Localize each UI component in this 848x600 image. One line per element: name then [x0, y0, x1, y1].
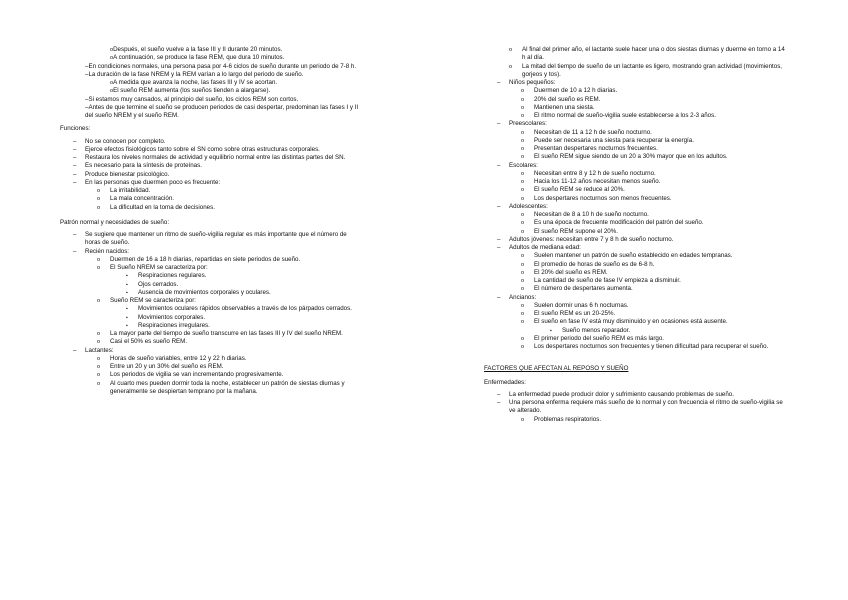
list-item [509, 285, 788, 293]
bullet-marker: o [521, 187, 525, 194]
item-text: Al final del primer año, el lactante suele hacer una o dos siestas diurnas y duerme en torno a 14 h al día. [522, 46, 785, 62]
item-text: Ausencia de movimientos corporales y oculares. [138, 288, 271, 296]
list-item [85, 256, 363, 264]
list-item [60, 79, 363, 87]
item-text: Respiraciones regulares. [138, 272, 207, 280]
item-text: La dificultad en la toma de decisiones. [110, 203, 215, 211]
item-text: Movimientos corporales. [138, 313, 206, 321]
item-text: Ejerce efectos fisiológicos tanto sobre el SN como sobre otras estructuras corporales. [85, 145, 320, 153]
item-text: Mantienen una siesta. [534, 103, 595, 111]
list-item [509, 129, 788, 137]
bullet-marker: o [521, 319, 525, 326]
bullet-marker: o [521, 220, 525, 227]
bullet-marker: o [110, 47, 114, 53]
age-group [484, 203, 788, 236]
bullet-marker: – [85, 103, 89, 111]
list-item [509, 261, 788, 269]
bullet-marker: o [521, 344, 525, 350]
item-text: Casi el 50% es sueño REM. [110, 338, 188, 346]
bullet-marker: – [497, 202, 501, 210]
list-item [85, 330, 363, 338]
list-item [60, 87, 363, 95]
item-text: 20% del sueño es REM. [534, 95, 601, 103]
item-text: No se conocen por completo. [85, 137, 166, 145]
list-item [484, 391, 788, 399]
list-item [85, 264, 363, 297]
list-item [85, 371, 363, 379]
age-group [484, 120, 788, 161]
bullet-marker: – [73, 162, 77, 170]
bullet-marker: o [110, 55, 114, 62]
age-groups-list [484, 79, 788, 351]
list-item [509, 178, 788, 186]
item-text: Duermen de 16 a 18 h diarias, repartidas en siete periodos de sueño. [110, 255, 301, 263]
bullet-marker: o [97, 204, 101, 211]
item-text: La mala concentración. [110, 195, 174, 203]
age-group [484, 294, 788, 352]
bullet-marker: o [521, 129, 525, 136]
bullet-marker: o [110, 80, 114, 86]
item-text: Sueño REM se caracteriza por: [110, 297, 196, 304]
list-item [60, 179, 363, 212]
patron-title: Patrón normal y necesidades de sueño: [60, 218, 170, 226]
bullet-marker: – [497, 244, 501, 251]
bullet-marker: o [521, 335, 525, 342]
list-item [509, 318, 788, 335]
item-text: Presentan despertares nocturnos frecuentes. [534, 145, 658, 152]
bullet-marker: o [521, 261, 525, 268]
item-text: Respiraciones irregulares. [138, 321, 210, 329]
item-text: Necesitan de 11 a 12 h de sueño nocturno. [534, 128, 652, 136]
bullet-marker: o [521, 286, 525, 293]
item-text: Movimientos oculares rápidos observables a través de los párpados cerrados. [138, 305, 352, 313]
list-item [110, 314, 363, 322]
patron-list [60, 231, 363, 396]
list-item [60, 96, 363, 104]
list-item: – Se sugiere que mantener un ritmo de sueño-vigilia regular es más importante que el número de horas de sueño. [73, 231, 347, 247]
funciones-title: Funciones: [60, 125, 91, 133]
list-item [509, 186, 788, 194]
item-text: Puede ser necesaria una siesta para recuperar la energía. [534, 136, 694, 144]
item-text: El número de despertares aumenta. [534, 285, 633, 293]
bullet-marker: ▪ [126, 289, 128, 296]
item-text: Necesitan entre 8 y 12 h de sueño nocturno. [534, 169, 656, 177]
list-item [60, 46, 363, 54]
bullet-marker: – [497, 120, 501, 128]
item-text: Ancianos: [509, 293, 537, 301]
bullet-marker: o [521, 253, 525, 260]
list-item [85, 195, 363, 203]
item-text: Produce bienestar psicológico. [85, 170, 170, 178]
bullet-marker: o [521, 170, 525, 177]
bullet-marker: o [97, 196, 101, 203]
item-text: Adultos jóvenes: necesitan entre 7 y 8 h de sueño nocturno. [509, 235, 674, 243]
list-item [110, 289, 363, 297]
bullet-marker: – [85, 95, 89, 103]
item-text: Los periodos de vigilia se van incrementando progresivamente. [110, 371, 284, 379]
list-item [509, 96, 788, 104]
list-item [509, 195, 788, 203]
bullet-marker: – [497, 161, 501, 169]
age-group [484, 236, 788, 244]
list-item [60, 54, 363, 62]
bullet-marker: o [97, 380, 101, 387]
bullet-marker: – [497, 399, 501, 406]
list-item [509, 302, 788, 310]
item-text: La duración de la fase NREM y la REM varían a lo largo del periodo de sueño. [88, 70, 304, 78]
item-text: El sueño en fase IV está muy disminuido y en ocasiones está ausente. [534, 318, 728, 326]
list-item [85, 204, 363, 212]
item-text: Suelen mantener un patrón de sueño establecido en edades tempranas. [534, 252, 733, 260]
item-text: Si estamos muy cansados, al principio del sueño, los ciclos REM son cortos. [88, 95, 299, 103]
item-text: La irritabilidad. [110, 187, 151, 194]
left-column [60, 46, 363, 396]
item-text: Necesitan de 8 a 10 h de sueño nocturno. [534, 211, 649, 218]
item-text: Suelen dormir unas 6 h nocturnas. [534, 301, 629, 309]
enfermedades-list [484, 391, 788, 424]
bullet-marker: ▪ [126, 281, 128, 288]
bullet-marker: – [85, 62, 89, 70]
bullet-marker: o [509, 63, 513, 70]
list-item [509, 416, 788, 424]
list-item [60, 162, 363, 170]
item-text: El promedio de horas de sueño es de 6-8 h. [534, 260, 655, 268]
item-text: Es una época de frecuente modificación del patrón del sueño. [534, 219, 704, 227]
lactantes-continued-list [484, 46, 788, 79]
list-item [60, 154, 363, 162]
list-item [85, 355, 363, 363]
item-text: En condiciones normales, una persona pasa por 4-6 ciclos de sueño durante un periodo de 7-8 h. [88, 62, 357, 70]
item-text: Hacia los 11-12 años necesitan menos sueño. [534, 178, 661, 185]
item-text: Sueño menos reparador. [562, 326, 631, 334]
list-item [509, 170, 788, 178]
bullet-marker: o [97, 188, 101, 194]
list-item [85, 297, 363, 330]
item-text: En las personas que duermen poco es frecuente: [85, 178, 221, 186]
list-item [60, 138, 363, 146]
bullet-marker: o [97, 256, 101, 263]
item-text: El sueño REM aumenta (los sueños tienden a alargarse). [113, 87, 271, 95]
bullet-marker: o [110, 88, 114, 95]
bullet-marker: o [97, 372, 101, 379]
list-item [509, 153, 788, 161]
item-text: La mayor parte del tiempo de sueño transcurre en las fases III y IV del sueño NREM. [110, 330, 343, 337]
bullet-marker: o [521, 278, 525, 284]
item-text: A medida que avanza la noche, las fases III y IV se acortan. [113, 79, 278, 86]
bullet-marker: o [97, 331, 101, 337]
list-item [509, 219, 788, 227]
factores-title: FACTORES QUE AFECTAN AL REPOSO Y SUEÑO [484, 365, 629, 373]
list-item [509, 343, 788, 351]
bullet-marker: o [97, 265, 101, 271]
item-text: Problemas respiratorios. [534, 415, 602, 423]
list-item [509, 145, 788, 153]
age-group [484, 244, 788, 294]
item-text: Duermen de 10 a 12 h diarias. [534, 87, 618, 95]
bullet-marker: ▪ [126, 314, 128, 321]
age-group [484, 79, 788, 120]
bullet-marker: o [521, 96, 525, 103]
item-text: Adultos de mediana edad: [509, 244, 581, 251]
item-text: Es necesario para la síntesis de proteínas. [85, 162, 202, 170]
bullet-marker: o [521, 228, 525, 235]
bullet-marker: ▪ [126, 273, 128, 280]
bullet-marker: o [521, 113, 525, 119]
item-text: La mitad del tiempo de sueño de un lactante es ligero, mostrando gran actividad (movimientos, gorjeos y tos). [522, 62, 783, 78]
bullet-marker: o [521, 146, 525, 152]
list-item [110, 305, 363, 313]
list-item [484, 46, 788, 63]
enfermedades-title: Enfermedades: [484, 378, 526, 386]
item-text: A continuación, se produce la fase REM, que dura 10 minutos. [113, 54, 285, 62]
item-text: Los despertares nocturnos son menos frecuentes. [534, 194, 672, 202]
bullet-marker: o [521, 416, 525, 423]
item-text: Antes de que termine el sueño se producen periodos de casi despertar, predominan las fases I y II del sueño NREM y el sueño REM. [85, 103, 359, 119]
bullet-marker: – [73, 154, 77, 161]
list-item [509, 211, 788, 219]
item-text: La enfermedad puede producir dolor y sufrimiento causando problemas de sueño. [509, 390, 734, 398]
list-item: – Lactantes: o Horas de sueño variables, entre 12 y 22 h diarias. o Entre un 20 y un 30% del sueño es REM. o Los periodos de vigilia se van incrementando progresivamente. o Al cuarto mes pueden dormir toda la noche, establecer un patrón de siestas diurnas y generalmente se despiertan temprano por la mañana. [60, 347, 363, 397]
item-text: El sueño REM se reduce al 20%. [534, 186, 625, 194]
list-item [484, 399, 788, 424]
list-item [509, 277, 788, 285]
bullet-marker: o [521, 88, 525, 95]
bullet-marker: o [521, 311, 525, 317]
item-text: El sueño REM supone el 20%. [534, 227, 618, 235]
bullet-marker: o [521, 104, 525, 111]
item-text: El 20% del sueño es REM. [534, 268, 608, 276]
list-item: – Recién nacidos: o Duermen de 16 a 18 h diarias, repartidas en siete periodos de sueño. o El Sueño NREM se caracteriza por: ▪ Respiraciones regulares. ▪ Ojos cerrados. ▪ Ausencia de movimientos corporales y oculares. o Sueño REM se caracteriza por: ▪ Movimientos oculares rápidos observables a través de los párpados cerrados. ▪ Movimientos corporales. ▪ Respiraciones irregulares. o La mayor parte del tiempo de sueño transcurre en las fases III y IV del sueño NREM. o Casi el 50% es sueño REM. [60, 248, 363, 347]
item-text: Preescolares: [509, 120, 547, 128]
bullet-marker: o [521, 179, 525, 185]
list-item [85, 338, 363, 346]
list-item [509, 137, 788, 145]
bullet-marker: – [497, 390, 501, 398]
item-text: El primer periodo del sueño REM es más largo. [534, 334, 664, 342]
list-item [85, 187, 363, 195]
funciones-list [60, 138, 363, 212]
bullet-marker: o [521, 212, 525, 218]
bullet-marker: o [97, 298, 101, 304]
item-text: Horas de sueño variables, entre 12 y 22 h diarias. [110, 354, 247, 362]
bullet-marker: o [509, 47, 513, 53]
bullet-marker: ▪ [126, 322, 128, 329]
list-item [60, 171, 363, 179]
list-item [85, 380, 363, 397]
list-item [484, 63, 788, 80]
bullet-marker: – [73, 178, 77, 186]
item-text: Ojos cerrados. [138, 280, 179, 288]
item-text: El sueño REM sigue siendo de un 20 a 30% mayor que en los adultos. [534, 153, 728, 161]
list-item [509, 252, 788, 260]
bullet-marker: – [497, 293, 501, 301]
item-text: Los despertares nocturnos son frecuentes y tienen dificultad para recuperar el sueño. [534, 343, 769, 350]
item-text: Escolares: [509, 161, 538, 169]
item-text: Restaura los niveles normales de actividad y equilibrio normal entre las distintas partes del SN. [85, 154, 346, 161]
item-text: El sueño REM es un 20-25%. [534, 310, 616, 317]
bullet-marker: o [521, 154, 525, 161]
list-item [110, 272, 363, 280]
item-text: Adolescentes: [509, 202, 548, 210]
bullet-marker: – [497, 79, 501, 86]
list-item [509, 335, 788, 343]
bullet-marker: o [521, 302, 525, 309]
bullet-marker: o [97, 355, 101, 362]
list-item [60, 146, 363, 154]
bullet-marker: – [73, 137, 77, 145]
bullet-marker: o [521, 137, 525, 144]
bullet-marker: – [497, 235, 501, 243]
list-item [509, 104, 788, 112]
item-text: Entre un 20 y un 30% del sueño es REM. [110, 363, 224, 370]
bullet-marker: o [521, 195, 525, 202]
item-text: La cantidad de sueño de fase IV empieza a disminuir. [534, 277, 681, 284]
list-item [509, 269, 788, 277]
bullet-marker: ▪ [550, 327, 552, 334]
list-item [509, 228, 788, 236]
list-item [509, 87, 788, 95]
list-item [110, 281, 363, 289]
bullet-marker: o [521, 269, 525, 276]
bullet-marker: ▪ [126, 306, 128, 313]
item-text: Después, el sueño vuelve a la fase III y II durante 20 minutos. [113, 46, 283, 53]
bullet-marker: – [85, 70, 89, 78]
bullet-marker: – [73, 170, 77, 178]
list-item [509, 112, 788, 120]
right-column [484, 46, 788, 424]
bullet-marker: – [73, 145, 77, 153]
item-text: El Sueño NREM se caracteriza por: [110, 264, 208, 271]
list-item [60, 63, 363, 71]
sleep-cycle-list [60, 46, 363, 120]
age-group [484, 162, 788, 203]
bullet-marker: o [97, 364, 101, 370]
list-item [60, 104, 363, 121]
bullet-marker: o [97, 339, 101, 346]
item-text: El ritmo normal de sueño-vigilia suele establecerse a los 2-3 años. [534, 112, 716, 119]
list-item [85, 363, 363, 371]
item-text: Al cuarto mes pueden dormir toda la noche, establecer un patrón de siestas diurnas y generalmente se despiertan temprano por la mañana. [110, 379, 345, 395]
list-item [60, 71, 363, 79]
item-text: Niños pequeños: [509, 79, 556, 86]
list-item [534, 327, 788, 335]
list-item [110, 322, 363, 330]
item-text: Una persona enferma requiere más sueño de lo normal y con frecuencia el ritmo de sueño-vigilia se ve alterado. [509, 399, 783, 415]
list-item [509, 310, 788, 318]
